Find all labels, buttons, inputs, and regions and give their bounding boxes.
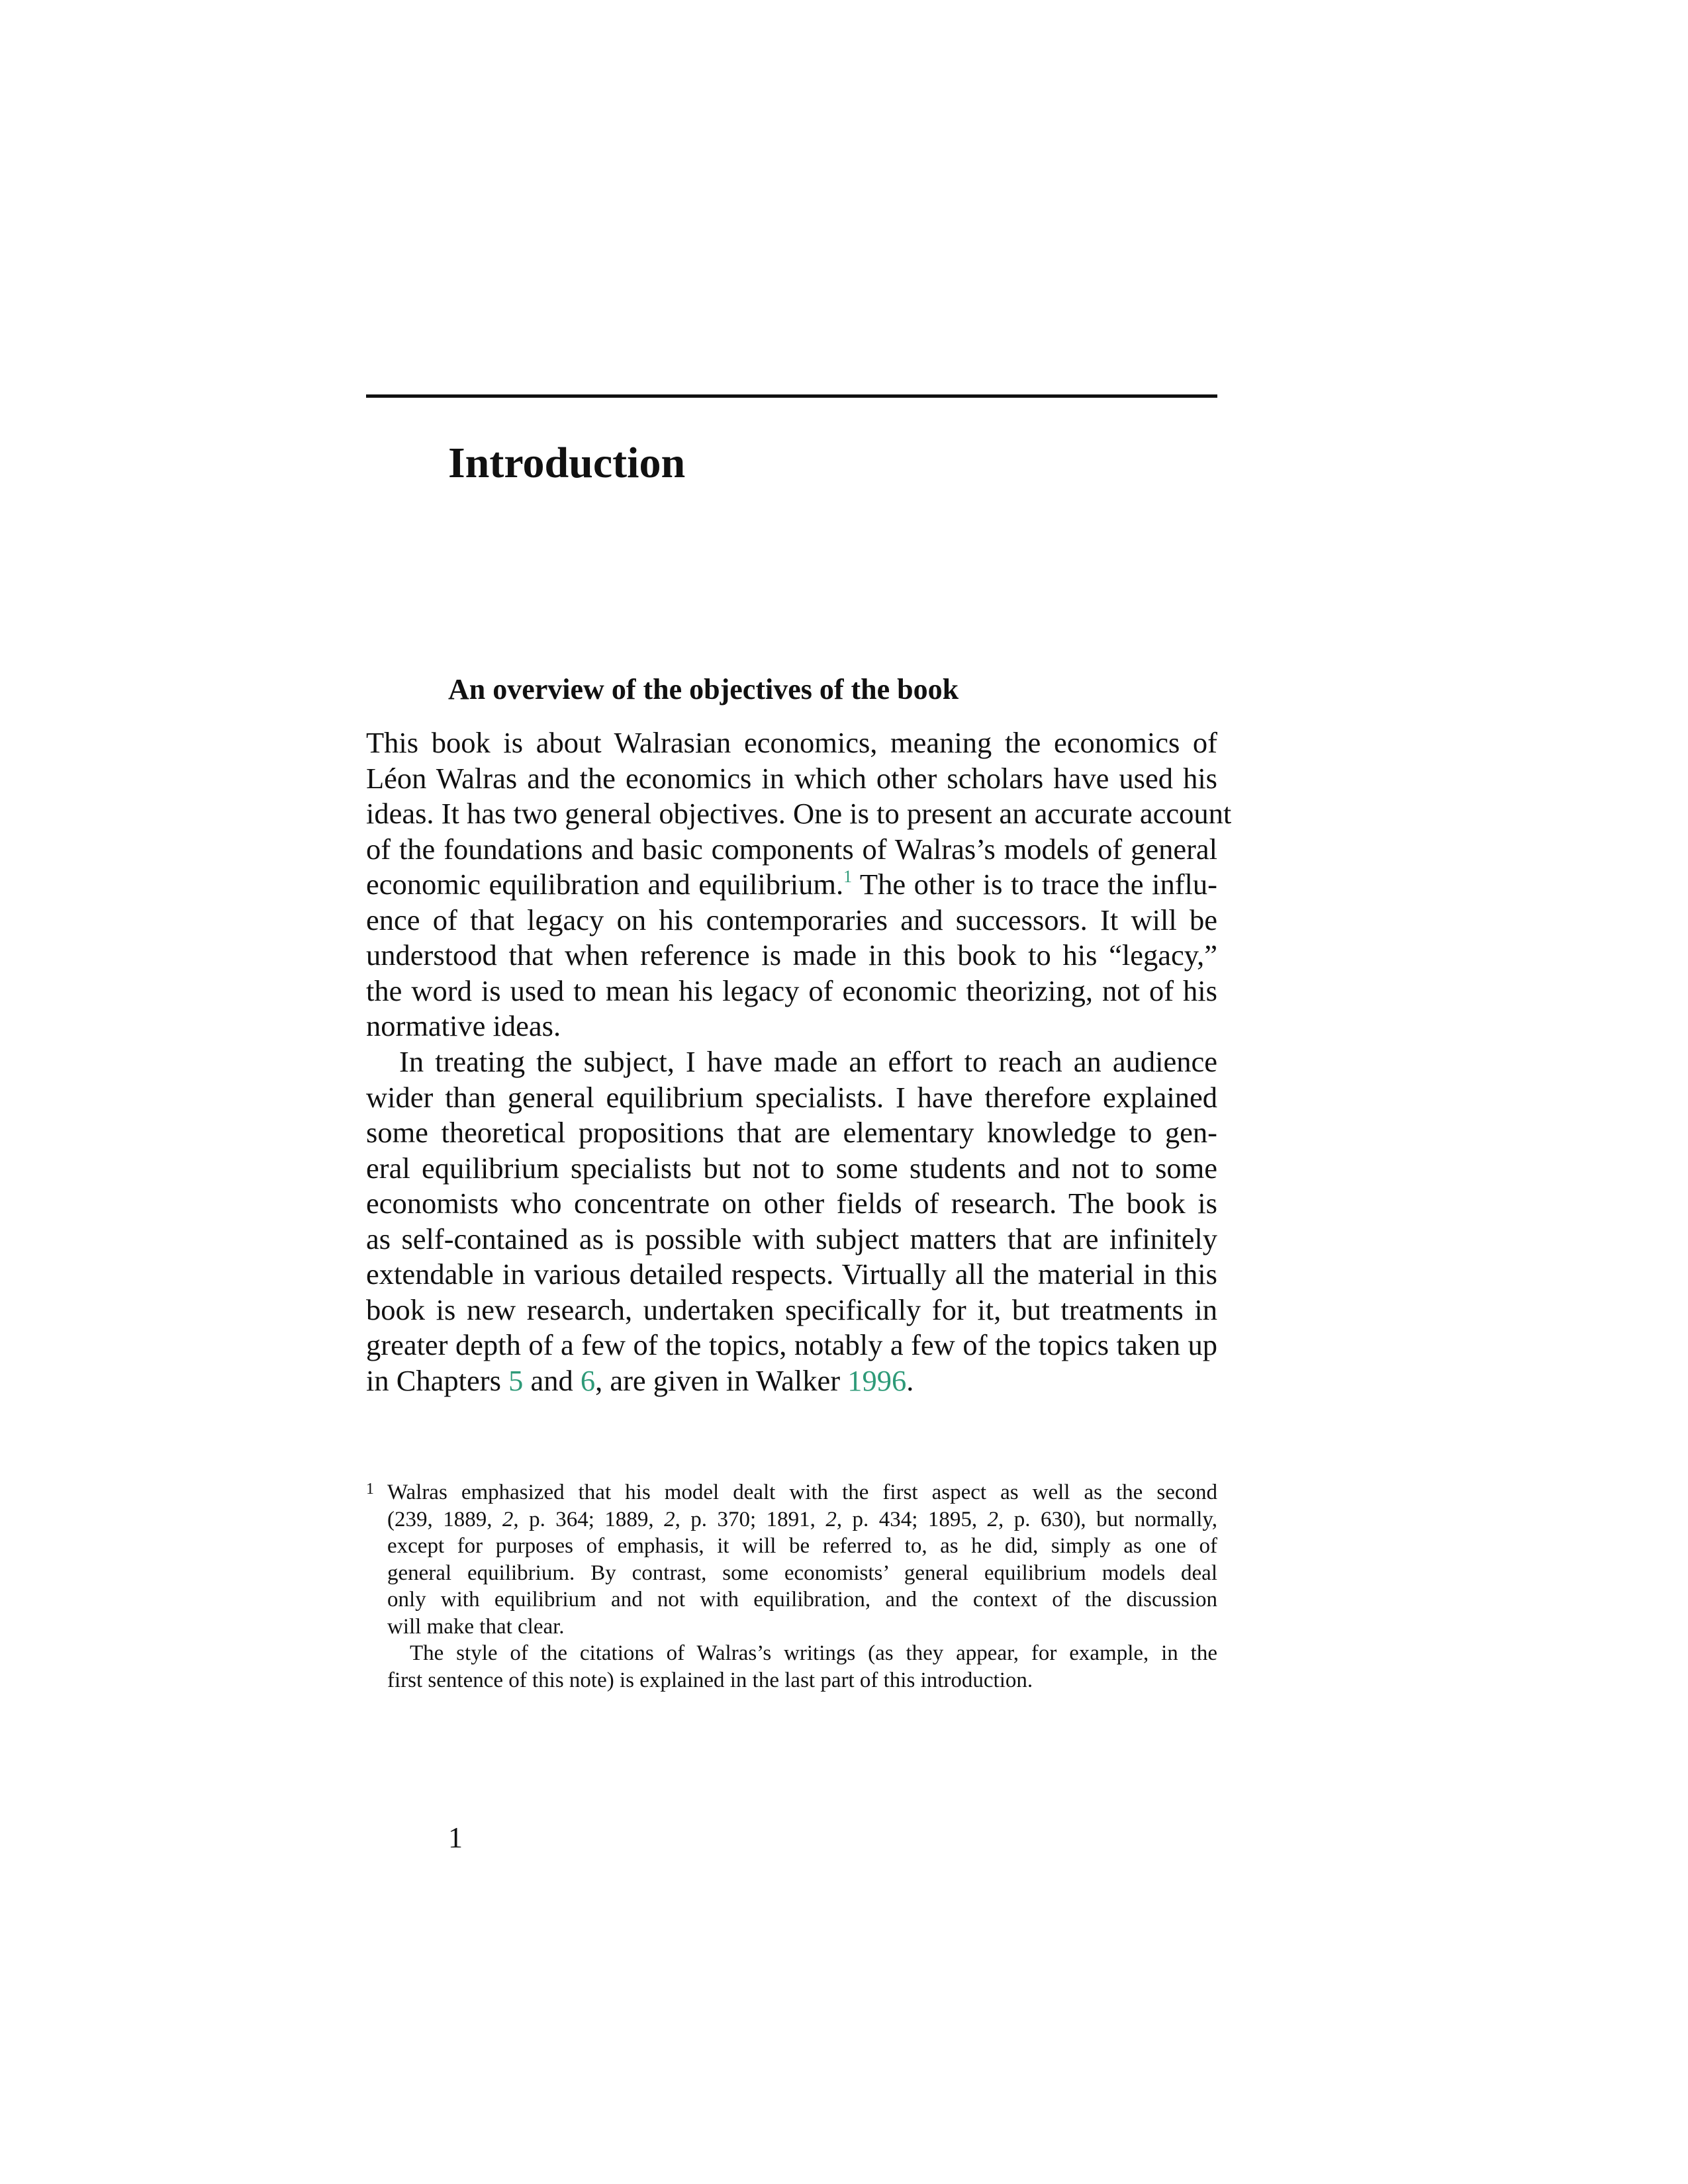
volume-number: 2 <box>987 1507 999 1531</box>
text-segment: , p. 630), but normally, <box>998 1507 1217 1531</box>
text-line: extendable in various detailed respects. Virtually all the material in this <box>366 1257 1217 1291</box>
text-line: eral equilibrium specialists but not to some students and not to some <box>366 1151 1217 1185</box>
text-line: ideas. It has two general objectives. One is to present an accurate account <box>366 797 1232 830</box>
text-segment: , are given in Walker <box>595 1363 848 1397</box>
text-line: Léon Walras and the economics in which other scholars have used his <box>366 761 1217 795</box>
text-line <box>366 1363 1217 1399</box>
section-heading: An overview of the objectives of the book <box>448 673 959 705</box>
text-line: some theoretical propositions that are elementary knowledge to gen- <box>366 1116 1217 1149</box>
chapter-title: Introduction <box>448 439 686 487</box>
text-segment: , p. 364; 1889, <box>513 1507 665 1531</box>
text-segment: , p. 370; 1891, <box>675 1507 826 1531</box>
text-segment: , p. 434; 1895, <box>836 1507 988 1531</box>
volume-number: 2 <box>825 1507 837 1531</box>
text-segment: economic equilibration and equilibrium. <box>366 868 844 901</box>
footnote-line: except for purposes of emphasis, it will be referred to, as he did, simply as one of <box>387 1534 1217 1558</box>
text-segment: . <box>906 1363 914 1397</box>
page-number: 1 <box>448 1821 463 1854</box>
volume-number: 2 <box>502 1507 514 1531</box>
chapter-6-link[interactable]: 6 <box>580 1363 596 1397</box>
text-line: greater depth of a few of the topics, notably a few of the topics taken up <box>366 1328 1217 1361</box>
footnote-line: The style of the citations of Walras’s writings (as they appear, for example, in the <box>410 1641 1217 1665</box>
footnote-line: will make that clear. <box>387 1614 565 1639</box>
paragraph-1 <box>366 725 1232 1044</box>
footnote-line <box>387 1506 1217 1533</box>
text-line <box>366 867 1217 903</box>
text-line: wider than general equilibrium specialists. I have therefore explained <box>366 1080 1217 1114</box>
text-line: understood that when reference is made in this book to his “legacy,” <box>366 938 1217 972</box>
footnote-mark: 1 <box>366 1480 374 1498</box>
chapter-rule <box>366 394 1217 398</box>
text-line: This book is about Walrasian economics, meaning the economics of <box>366 726 1217 759</box>
text-segment: The other is to trace the influ- <box>852 868 1217 901</box>
text-line: In treating the subject, I have made an effort to reach an audience <box>399 1045 1217 1078</box>
footnote-line: Walras emphasized that his model dealt with the first aspect as well as the second <box>387 1480 1217 1504</box>
footnote-1-link[interactable]: 1 <box>843 867 853 886</box>
footnote-line: general equilibrium. By contrast, some economists’ general equilibrium models deal <box>387 1561 1217 1585</box>
text-line: normative ideas. <box>366 1009 561 1042</box>
text-segment: in Chapters <box>366 1363 509 1397</box>
text-line: book is new research, undertaken specifically for it, but treatments in <box>366 1293 1217 1326</box>
text-segment: and <box>523 1363 581 1397</box>
text-line: ence of that legacy on his contemporaries and successors. It will be <box>366 903 1217 936</box>
footnote-body <box>387 1479 1217 1694</box>
text-segment: (239, 1889, <box>387 1507 502 1531</box>
paragraph-2 <box>366 1044 1217 1398</box>
text-line: as self-contained as is possible with subject matters that are infinitely <box>366 1222 1217 1255</box>
footnote-1 <box>366 1479 1217 1694</box>
footnote-line: first sentence of this note) is explained in the last part of this introduction. <box>387 1668 1033 1692</box>
text-line: economists who concentrate on other fields of research. The book is <box>366 1187 1217 1220</box>
text-line: of the foundations and basic components of Walras’s models of general <box>366 832 1217 866</box>
volume-number: 2 <box>664 1507 675 1531</box>
citation-walker-1996-link[interactable]: 1996 <box>847 1363 907 1397</box>
chapter-5-link[interactable]: 5 <box>508 1363 524 1397</box>
text-line: the word is used to mean his legacy of economic theorizing, not of his <box>366 974 1217 1007</box>
footnote-line: only with equilibrium and not with equilibration, and the context of the discussion <box>387 1588 1217 1612</box>
